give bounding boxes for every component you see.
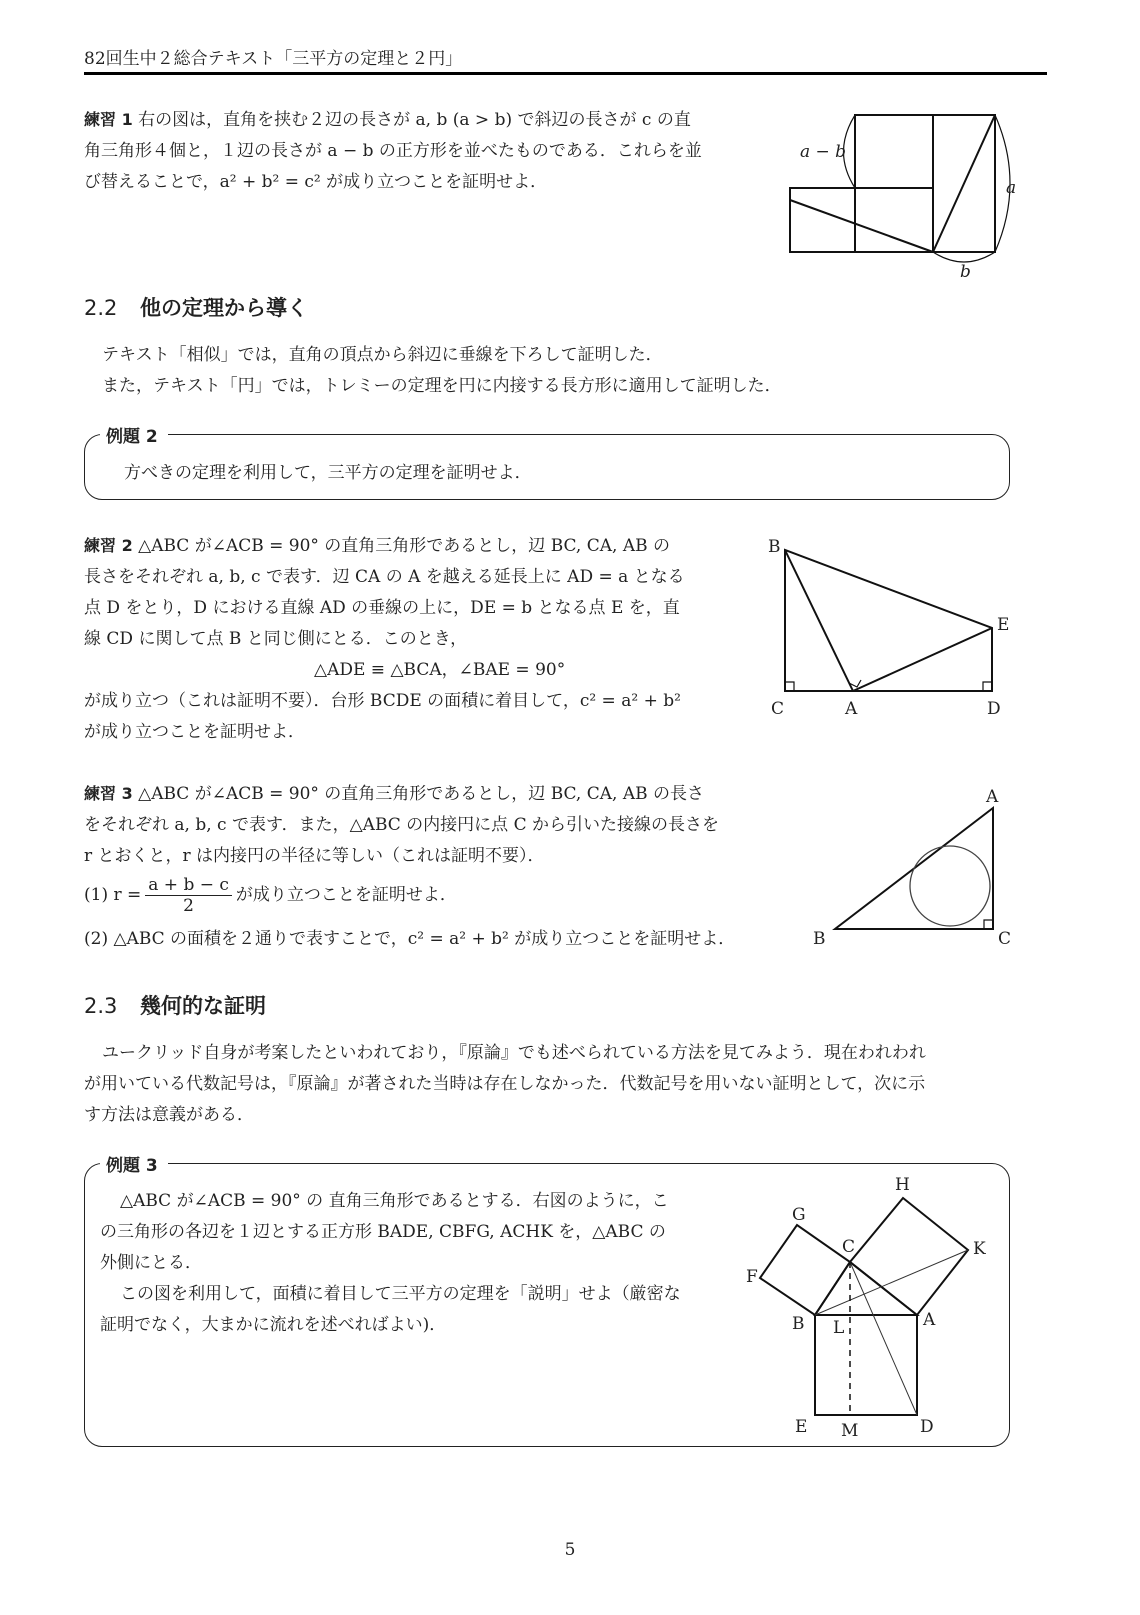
section-number: 2.3	[84, 994, 118, 1018]
fig2-trapezoid	[785, 550, 992, 691]
fig4-square-achk	[850, 1198, 968, 1315]
q1-denominator: 2	[183, 896, 194, 916]
fig3-right-angle	[984, 920, 993, 929]
fig2-label-c: C	[771, 699, 785, 719]
fig2-label-a: A	[845, 699, 858, 719]
fig4-label-f: F	[746, 1267, 758, 1287]
exercise-2-line-1: △ABC が∠ACB = 90° の直角三角形であるとし，辺 BC, CA, AB の	[138, 536, 670, 556]
example-3-line-5: 証明でなく，大まかに流れを述べればよい)．	[100, 1315, 447, 1335]
fig4-label-g: G	[792, 1205, 806, 1225]
fig4-label-d: D	[920, 1417, 934, 1437]
q1-suffix: が成り立つことを証明せよ．	[235, 885, 457, 905]
intro-line-1: ユークリッド自身が考案したといわれており，『原論』でも述べられている方法を見てみよう．現在われわれ	[102, 1043, 926, 1063]
fig1-label-b: b	[960, 262, 971, 282]
example-2-label: 例題 2	[100, 422, 168, 447]
fig4-label-l: L	[833, 1318, 845, 1338]
fig2-segment-ae	[853, 628, 992, 691]
exercise-3-question-2: (2) △ABC の面積を２通りで表すことで，c² = a² + b² が成り立つことを証明せよ．	[84, 929, 736, 949]
intro-line-3: す方法は意義がある．	[84, 1105, 254, 1125]
fig4-label-b: B	[792, 1314, 805, 1334]
q1-fraction	[145, 875, 232, 916]
fig4-label-e: E	[795, 1417, 808, 1437]
fig4-label-c: C	[842, 1237, 856, 1257]
exercise-1-label: 練習 1	[84, 110, 133, 129]
fig1-label-amb: a − b	[800, 142, 847, 162]
running-header: 82回生中２総合テキスト「三平方の定理と２円」	[84, 49, 463, 69]
fig1-lower-rect	[790, 188, 933, 252]
fig4-label-k: K	[973, 1239, 986, 1259]
fig2-right-angle-d	[983, 682, 992, 691]
exercise-1-line-3: び替えることで，a² + b² = c² が成り立つことを証明せよ．	[84, 172, 548, 192]
exercise-2-after-1: が成り立つ（これは証明不要）．台形 BCDE の面積に着目して，c² = a² + b²	[84, 691, 681, 711]
page-number: 5	[564, 1540, 576, 1560]
exercise-3-line-2: をそれぞれ a, b, c で表す．また，△ABC の内接円に点 C から引いた接線の長さを	[84, 815, 719, 835]
fig2-label-b: B	[768, 537, 781, 557]
fig4-square-bade	[815, 1315, 917, 1415]
example-3-line-3: 外側にとる．	[100, 1253, 202, 1273]
intro-line-2: また，テキスト「円」では，トレミーの定理を円に内接する長方形に適用して証明した．	[102, 376, 782, 396]
section-title: 他の定理から導く	[140, 296, 308, 320]
fig3-incircle	[910, 846, 990, 926]
fig3-label-a: A	[986, 787, 999, 807]
example-3-label: 例題 3	[100, 1151, 168, 1176]
exercise-2-formula: △ADE ≡ △BCA，∠BAE = 90°	[314, 660, 566, 680]
section-2-3-heading	[84, 990, 266, 1020]
fig4-label-a: A	[923, 1310, 936, 1330]
fig3-label-b: B	[813, 929, 826, 949]
figure-trapezoid-bcde	[765, 530, 1030, 725]
intro-line-2: が用いている代数記号は，『原論』が著された当時は存在しなかった．代数記号を用いない証明として，次に示	[84, 1074, 926, 1094]
fig1-diagonal-right	[933, 115, 995, 252]
exercise-1	[84, 104, 702, 198]
fig4-segment-cd	[850, 1262, 917, 1415]
exercise-2-after-2: が成り立つことを証明せよ．	[84, 722, 305, 742]
fig2-label-e: E	[997, 615, 1010, 635]
section-number: 2.2	[84, 296, 118, 320]
exercise-2	[84, 530, 685, 748]
fig4-label-h: H	[895, 1175, 910, 1195]
exercise-3-question-1	[84, 872, 457, 918]
example-3-line-2: の三角形の各辺を１辺とする正方形 BADE, CBFG, ACHK を，△ABC の	[100, 1222, 666, 1242]
example-3-line-4: この図を利用して，面積に着目して三平方の定理を「説明」せよ（厳密な	[120, 1284, 681, 1304]
exercise-3-line-1: △ABC が∠ACB = 90° の直角三角形であるとし，辺 BC, CA, AB の長さ	[138, 784, 704, 804]
section-2-3-intro	[84, 1038, 926, 1131]
figure-squares-arrangement	[780, 100, 1050, 285]
example-2-text: 方べきの定理を利用して，三平方の定理を証明せよ．	[124, 463, 532, 483]
section-title: 幾何的な証明	[140, 994, 266, 1018]
exercise-2-line-2: 長さをそれぞれ a, b, c で表す．辺 CA の A を越える延長上に AD = a となる	[84, 567, 685, 587]
section-2-2-intro	[102, 340, 782, 402]
figure-euclid-squares	[740, 1168, 1010, 1443]
exercise-3-line-3: r とおくと，r は内接円の半径に等しい（これは証明不要）．	[84, 846, 545, 866]
example-3-line-1: △ABC が∠ACB = 90° の 直角三角形であるとする．右図のように，こ	[120, 1191, 669, 1211]
section-2-2-heading	[84, 292, 308, 322]
fig1-label-a: a	[1006, 178, 1017, 198]
fig4-square-cbfg	[760, 1225, 850, 1315]
fig2-label-d: D	[987, 699, 1001, 719]
exercise-1-line-2: 角三角形４個と，１辺の長さが a − b の正方形を並べたものである．これらを並	[84, 141, 702, 161]
header-rule	[84, 72, 1047, 75]
exercise-2-line-3: 点 D をとり，D における直線 AD の垂線の上に，DE = b となる点 E を，直	[84, 598, 680, 618]
fig1-brace-b	[933, 252, 995, 262]
example-3-text	[100, 1186, 681, 1341]
fig2-right-angle-c	[785, 682, 794, 691]
fig4-label-m: M	[841, 1421, 859, 1441]
exercise-1-line-1: 右の図は，直角を挟む２辺の長さが a, b (a > b) で斜辺の長さが c の直	[138, 110, 691, 130]
figure-incircle-triangle	[808, 780, 1028, 950]
exercise-2-label: 練習 2	[84, 536, 133, 555]
exercise-3	[84, 778, 719, 872]
fig4-triangle-abc	[815, 1262, 917, 1315]
intro-line-1: テキスト「相似」では，直角の頂点から斜辺に垂線を下ろして証明した．	[102, 345, 663, 365]
fig4-segment-bk	[815, 1250, 968, 1315]
q1-prefix: (1) r =	[84, 885, 142, 905]
exercise-3-label: 練習 3	[84, 784, 133, 803]
q1-numerator: a + b − c	[145, 875, 232, 896]
exercise-2-line-4: 線 CD に関して点 B と同じ側にとる．このとき，	[84, 629, 468, 649]
fig3-label-c: C	[998, 929, 1012, 949]
fig1-diagonal-left	[790, 200, 933, 252]
